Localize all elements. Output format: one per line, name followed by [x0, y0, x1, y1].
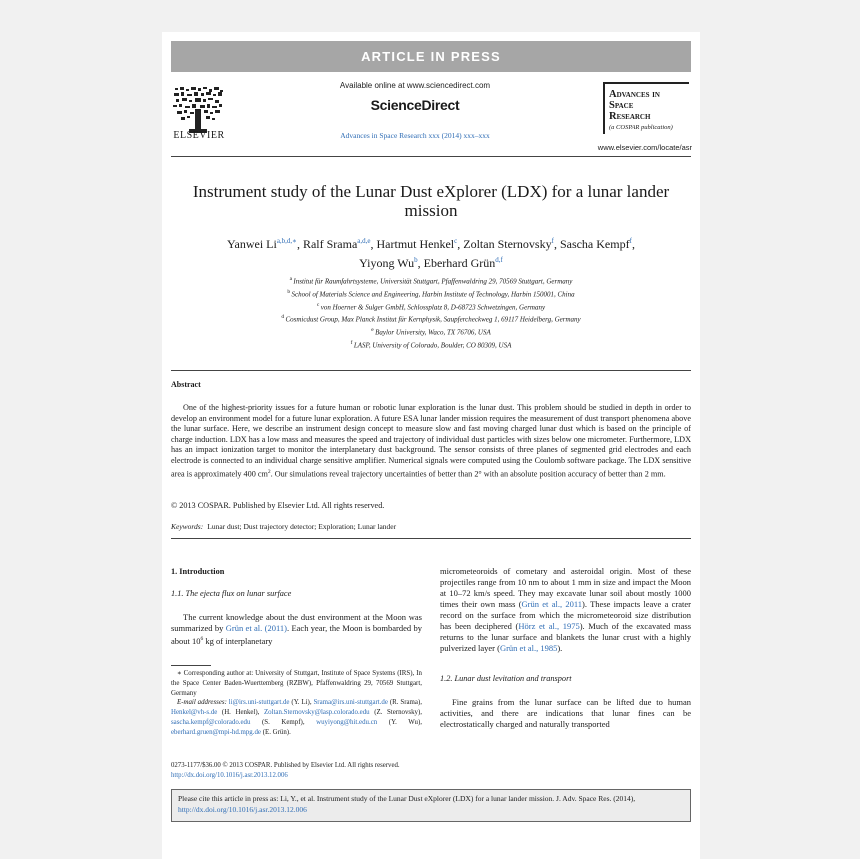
issn-block	[171, 761, 571, 780]
author-affiliation-marks[interactable]: c	[454, 237, 458, 245]
citation-link[interactable]: Grün et al., 2011	[521, 599, 583, 609]
subsection-heading-ejecta-flux: 1.1. The ejecta flux on lunar surface	[171, 589, 292, 598]
keywords-text: Lunar dust; Dust trajectory detector; Exploration; Lunar lander	[207, 522, 397, 531]
citation-box: Please cite this article in press as: Li, Y., et al. Instrument study of the Lunar Dust eXplorer (LDX) for a lunar lander mission. J. Adv. Space Res. (2014), http://dx.doi.org/10.1016/j.asr.2013.12.006	[171, 789, 691, 822]
email-link[interactable]: sascha.kempf@colorado.edu	[171, 718, 251, 726]
journal-logo-line2: Space	[609, 100, 634, 111]
journal-logo	[603, 82, 689, 134]
author-affiliation-marks[interactable]: a,d,e	[357, 237, 371, 245]
author-name: Zoltan Sternovsky	[463, 237, 552, 251]
author-affiliation-marks[interactable]: a,b,d,∗	[276, 237, 297, 245]
email-link[interactable]: Henkel@vh-s.de	[171, 709, 218, 717]
author-affiliation-marks[interactable]: b	[414, 256, 418, 264]
citation-link[interactable]: Grün et al., 1985	[499, 643, 558, 653]
footnotes	[171, 669, 422, 738]
right-paragraph-2: Fine grains from the lunar surface can be lifted due to human activities, and there are indications that lunar fines can be electrostatically charged and naturally transported	[440, 697, 691, 729]
affiliation-b: $^b$ School of Materials Science and Engineering, Harbin Institute of Technology, Harbin 150001, China	[287, 288, 575, 299]
email-link[interactable]: Zoltan.Sternovsky@lasp.colorado.edu	[263, 709, 370, 717]
affiliation-a: $^a$ Institut für Raumfahrtsysteme, Universität Stuttgart, Pfaffenwaldring 29, 70569 Stuttgart, Germany	[289, 276, 573, 286]
author-affiliation-marks[interactable]: f	[629, 237, 632, 245]
keywords-label: Keywords:	[171, 522, 204, 531]
keywords-rule	[171, 538, 691, 539]
author-affiliation-marks[interactable]: f	[551, 237, 554, 245]
author-name: Sascha Kempf	[559, 237, 630, 251]
email-addresses: E-mail addresses: li@irs.uni-stuttgart.de (Y. Li), Srama@irs.uni-stuttgart.de (R. Srama), Henkel@vh-s.de (H. Henkel), Zoltan.Sternovsky@lasp.colorado.edu (Z. Sternovsky), sascha.kempf@colorado.edu (S. Kempf), wuyiyong@hit.edu.cn (Y. Wu), eberhard.gruen@mpi-hd.mpg.de (E. Grün).	[171, 699, 423, 736]
affiliation-f: $^f$ LASP, University of Colorado, Boulder, CO 80309, USA	[350, 340, 512, 350]
abstract-heading: Abstract	[171, 380, 201, 389]
journal-reference-link[interactable]: Advances in Space Research xxx (2014) xxx–xxx	[340, 131, 490, 140]
abstract-body: One of the highest-priority issues for a future human or robotic lunar exploration is the lunar dust. This problem should be studied in depth in order to develop an environment model for a future lunar exploration. A future ESA lunar lander mission requires the measurement of dust transport phenomena above the lunar surface. Here, we describe an instrument design concept to measure slow and fast moving charged lunar dust which is based on the principle of charge induction. LDX has a low mass and measures the speed and trajectory of individual dust particles with sizes below one micrometer. Furthermore, LDX has an impact ionization target to monitor the interplanetary dust background. The sensor consists of three planes of segmented grid electrodes and each electrode is connected to an individual charge sensitive amplifier. Numerical signals were computed using the Coulomb software package. The LDX sensitive area is approximately 400 $cm^2$. Our simulations reveal trajectory uncertainties of better than 2° with an absolute position accuracy of better than 2 mm.	[171, 403, 691, 479]
author-list: Yanwei $Li^{a,b,d,∗}$, Ralf Srama$^{a,d,e}$, Hartmut Henkel$^c$, Zoltan Sternovsky$^f$, Sascha Kempf$^f$, Yiyong Wu$^b$, Eberhard Grün$^{d,f}$	[227, 237, 635, 270]
left-column	[171, 566, 422, 647]
right-column	[440, 566, 691, 730]
author-name: Hartmut Henkel	[376, 237, 455, 251]
article-title: Instrument study of the Lunar Dust eXplorer (LDX) for a lunar lander mission	[192, 182, 670, 220]
right-paragraph-1: micrometeoroids of cometary and asteroidal origin. Most of these projectiles range from 10 nm to about 1 mm in size and impact the Moon at 10–72 km/s speed. They may excavate lunar soil about mostly 1000 times their own mass (Grün et al., 2011). These impacts leave a crater record on the surface from which the micrometeoroid size distribution has been deciphered (Hörz et al., 1975). Much of the excavated mass returns to the lunar surface and blankets the lunar crust with a highly pulverized layer (Grün et al., 1985).	[440, 566, 691, 653]
abstract-copyright: © 2013 COSPAR. Published by Elsevier Ltd. All rights reserved.	[171, 501, 385, 510]
author-name: Yiyong Wu	[359, 256, 415, 270]
email-link[interactable]: eberhard.gruen@mpi-hd.mpg.de	[171, 728, 261, 736]
author-name: Yanwei Li	[227, 237, 277, 251]
affiliation-c: $^c$ von Hoerner & Sulger GmbH, Schlossplatz 8, D-68723 Schwetzingen, Germany	[316, 301, 546, 311]
subsection-heading-dust-levitation: 1.2. Lunar dust levitation and transport	[440, 674, 572, 683]
affiliation-e: $^e$ Baylor University, Waco, TX 76706, USA	[371, 327, 491, 337]
article-in-press-banner: ARTICLE IN PRESS	[171, 41, 691, 72]
journal-logo-line3: Research	[609, 111, 651, 122]
section-heading-introduction: 1. Introduction	[171, 567, 225, 576]
journal-logo-subtitle: (a COSPAR publication)	[609, 124, 673, 131]
author-name: Eberhard Grün	[423, 256, 496, 270]
elsevier-wordmark: ELSEVIER	[173, 130, 225, 141]
affiliation-d: $^d$ Cosmicdust Group, Max Planck Institut für Kernphysik, Saupfercheckweg 1, 69117 Heidelberg, Germany	[281, 314, 581, 324]
sciencedirect-logo: ScienceDirect	[370, 97, 460, 113]
author-affiliation-marks[interactable]: d,f	[495, 256, 503, 264]
header-rule	[171, 156, 691, 157]
author-name: Ralf Srama	[302, 237, 358, 251]
keywords-line	[171, 522, 691, 531]
issn-line: 0273-1177/$36.00 © 2013 COSPAR. Published by Elsevier Ltd. All rights reserved.	[171, 762, 400, 769]
intro-paragraph: The current knowledge about the dust environment at the Moon was summarized by Grün et al. (2011). Each year, the Moon is bombarded by about $10^6$ kg of interplanetary	[171, 612, 423, 646]
footnote-rule	[171, 665, 211, 666]
journal-url[interactable]: www.elsevier.com/locate/asr	[597, 143, 692, 152]
corresponding-author-note: ∗ Corresponding author at: University of Stuttgart, Institute of Space Systems (IRS), In the Space Center Baden-Wuerttemberg (RZBW), Pfaffenwaldring 29, 70569 Stuttgart, Germany	[171, 670, 422, 697]
email-link[interactable]: wuyiyong@hit.edu.cn	[316, 718, 378, 726]
abstract-top-rule	[171, 370, 691, 371]
available-online-text: Available online at www.sciencedirect.com	[339, 81, 491, 90]
email-link[interactable]: Srama@irs.uni-stuttgart.de	[313, 699, 388, 707]
journal-logo-line1: Advances in	[609, 89, 660, 100]
citation-link[interactable]: Grün et al. (2011)	[225, 623, 287, 633]
affiliation-list	[171, 274, 691, 351]
citation-doi-link[interactable]: http://dx.doi.org/10.1016/j.asr.2013.12.006	[178, 804, 307, 814]
email-link[interactable]: li@irs.uni-stuttgart.de	[228, 699, 290, 707]
doi-link[interactable]: http://dx.doi.org/10.1016/j.asr.2013.12.006	[171, 771, 288, 779]
citation-link[interactable]: Hörz et al., 1975	[518, 621, 580, 631]
